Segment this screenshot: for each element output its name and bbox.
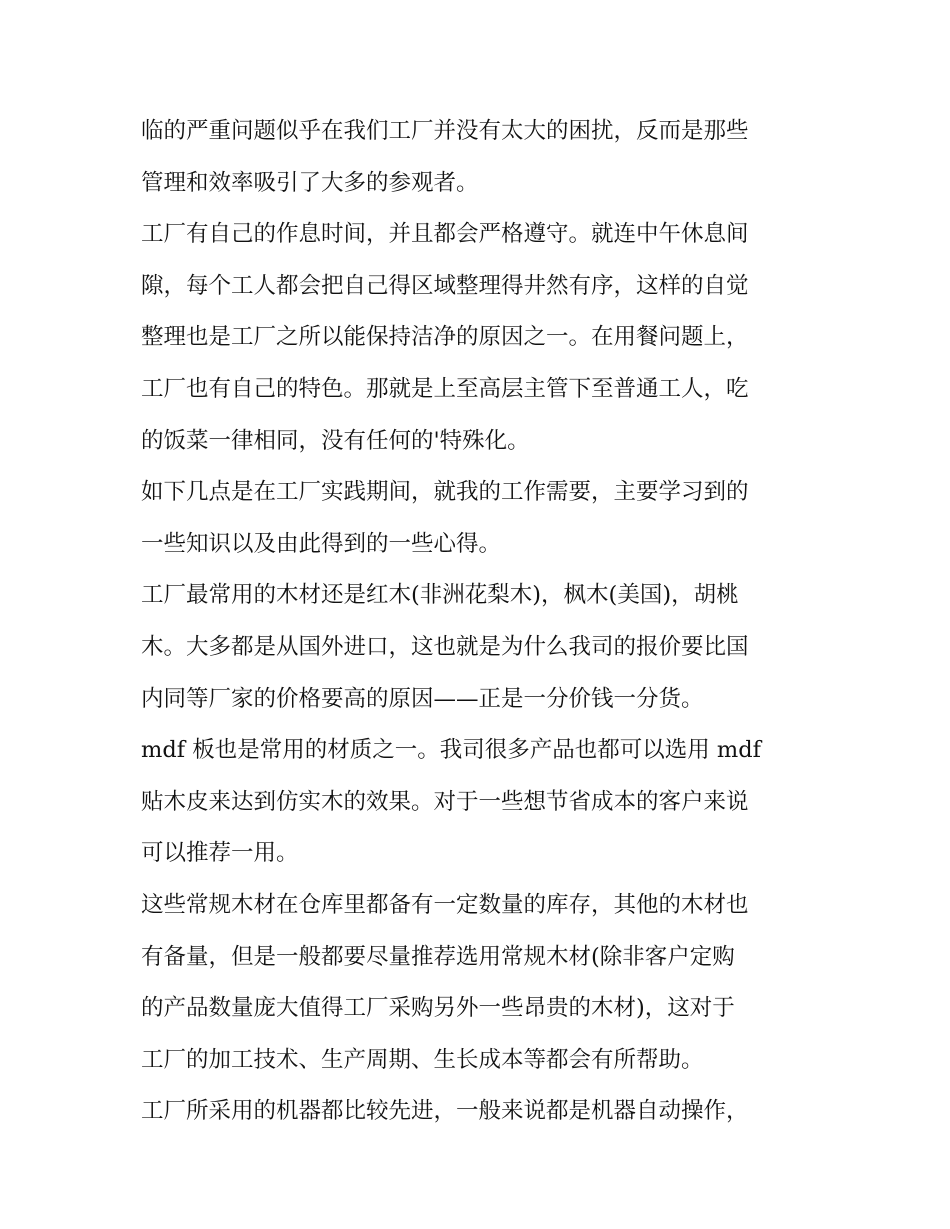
text-line: 工厂最常用的木材还是红木(非洲花梨木)，枫木(美国)，胡桃 bbox=[141, 582, 739, 609]
text-line: 这些常规木材在仓库里都备有一定数量的库存，其他的木材也 bbox=[141, 891, 749, 918]
text-line: 工厂所采用的机器都比较先进，一般来说都是机器自动操作， bbox=[141, 1098, 749, 1125]
text-line: 管理和效率吸引了大多的参观者。 bbox=[141, 169, 479, 196]
text-line: 有备量，但是一般都要尽量推荐选用常规木材(除非客户定购 bbox=[141, 943, 735, 970]
text-line: 内同等厂家的价格要高的原因——正是一分价钱一分货。 bbox=[141, 685, 704, 712]
text-line: mdf 板也是常用的材质之一。我司很多产品也都可以选用 mdf bbox=[141, 737, 761, 764]
text-line: 的产品数量庞大值得工厂采购另外一些昂贵的木材)，这对于 bbox=[141, 995, 735, 1022]
text-line: 临的严重问题似乎在我们工厂并没有太大的困扰，反而是那些 bbox=[141, 118, 749, 144]
document-body bbox=[141, 106, 811, 1138]
text-line: 工厂也有自己的特色。那就是上至高层主管下至普通工人，吃 bbox=[141, 375, 749, 402]
text-line: 如下几点是在工厂实践期间，就我的工作需要，主要学习到的 bbox=[141, 479, 749, 506]
text-line: 贴木皮来达到仿实木的效果。对于一些想节省成本的客户来说 bbox=[141, 788, 749, 815]
text-line: 可以推荐一用。 bbox=[141, 840, 299, 867]
text-line: 隙，每个工人都会把自己得区域整理得井然有序，这样的自觉 bbox=[141, 272, 749, 299]
text-line: 整理也是工厂之所以能保持洁净的原因之一。在用餐问题上， bbox=[141, 324, 749, 351]
text-line: 工厂的加工技术、生产周期、生长成本等都会有所帮助。 bbox=[141, 1046, 704, 1073]
text-line: 工厂有自己的作息时间，并且都会严格遵守。就连中午休息间 bbox=[141, 221, 749, 248]
text-line: 的饭菜一律相同，没有任何的'特殊化。 bbox=[141, 427, 530, 454]
text-line: 木。大多都是从国外进口，这也就是为什么我司的报价要比国 bbox=[141, 633, 749, 660]
text-line: 一些知识以及由此得到的一些心得。 bbox=[141, 530, 502, 557]
